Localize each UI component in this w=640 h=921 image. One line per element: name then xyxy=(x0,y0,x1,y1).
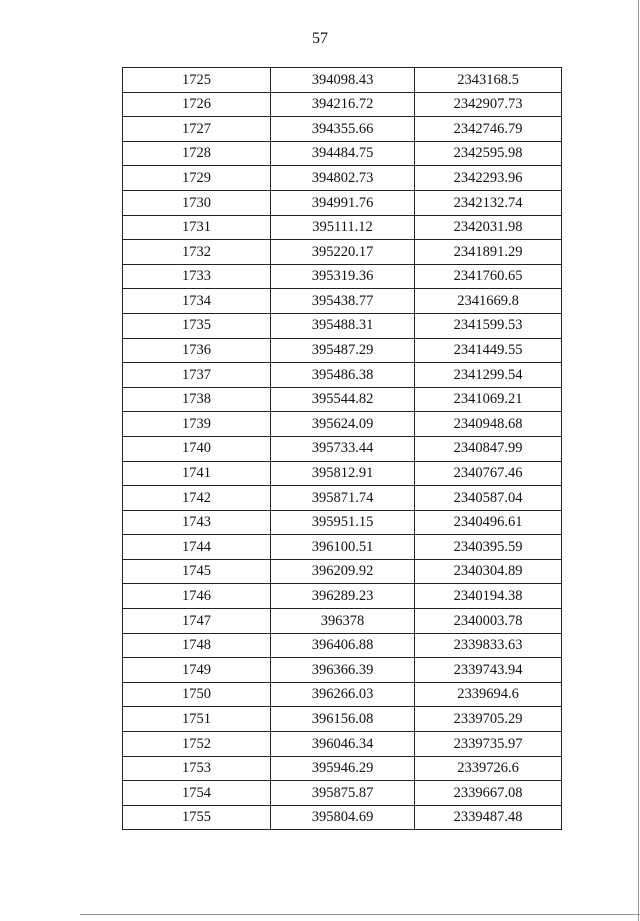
x-coordinate-cell: 396100.51 xyxy=(271,535,415,560)
table-row xyxy=(123,289,562,314)
table-row xyxy=(123,584,562,609)
point-number-cell: 1739 xyxy=(123,412,271,437)
point-number-cell: 1752 xyxy=(123,732,271,757)
table-row xyxy=(123,486,562,511)
point-number-cell: 1727 xyxy=(123,117,271,142)
x-coordinate-cell: 395438.77 xyxy=(271,289,415,314)
y-coordinate-cell: 2340395.59 xyxy=(415,535,562,560)
table-row xyxy=(123,781,562,806)
x-coordinate-cell: 395875.87 xyxy=(271,781,415,806)
table-row xyxy=(123,535,562,560)
coordinates-table-body xyxy=(123,68,562,830)
table-row xyxy=(123,264,562,289)
x-coordinate-cell: 394484.75 xyxy=(271,141,415,166)
y-coordinate-cell: 2341299.54 xyxy=(415,363,562,388)
y-coordinate-cell: 2342031.98 xyxy=(415,215,562,240)
y-coordinate-cell: 2340003.78 xyxy=(415,609,562,634)
table-row xyxy=(123,166,562,191)
x-coordinate-cell: 395486.38 xyxy=(271,363,415,388)
point-number-cell: 1749 xyxy=(123,658,271,683)
y-coordinate-cell: 2340304.89 xyxy=(415,559,562,584)
y-coordinate-cell: 2340587.04 xyxy=(415,486,562,511)
x-coordinate-cell: 395319.36 xyxy=(271,264,415,289)
table-row xyxy=(123,412,562,437)
point-number-cell: 1741 xyxy=(123,461,271,486)
y-coordinate-cell: 2341669.8 xyxy=(415,289,562,314)
y-coordinate-cell: 2339743.94 xyxy=(415,658,562,683)
table-row xyxy=(123,363,562,388)
y-coordinate-cell: 2339833.63 xyxy=(415,633,562,658)
point-number-cell: 1732 xyxy=(123,240,271,265)
y-coordinate-cell: 2341760.65 xyxy=(415,264,562,289)
point-number-cell: 1728 xyxy=(123,141,271,166)
table-row xyxy=(123,559,562,584)
point-number-cell: 1726 xyxy=(123,92,271,117)
x-coordinate-cell: 395946.29 xyxy=(271,756,415,781)
x-coordinate-cell: 395951.15 xyxy=(271,510,415,535)
point-number-cell: 1742 xyxy=(123,486,271,511)
y-coordinate-cell: 2339694.6 xyxy=(415,682,562,707)
y-coordinate-cell: 2343168.5 xyxy=(415,68,562,93)
point-number-cell: 1737 xyxy=(123,363,271,388)
scan-edge-right xyxy=(638,0,639,921)
x-coordinate-cell: 396046.34 xyxy=(271,732,415,757)
table-row xyxy=(123,92,562,117)
x-coordinate-cell: 396289.23 xyxy=(271,584,415,609)
point-number-cell: 1754 xyxy=(123,781,271,806)
x-coordinate-cell: 394216.72 xyxy=(271,92,415,117)
y-coordinate-cell: 2342595.98 xyxy=(415,141,562,166)
point-number-cell: 1751 xyxy=(123,707,271,732)
y-coordinate-cell: 2340496.61 xyxy=(415,510,562,535)
x-coordinate-cell: 395804.69 xyxy=(271,805,415,830)
x-coordinate-cell: 394991.76 xyxy=(271,190,415,215)
x-coordinate-cell: 395487.29 xyxy=(271,338,415,363)
point-number-cell: 1736 xyxy=(123,338,271,363)
y-coordinate-cell: 2342907.73 xyxy=(415,92,562,117)
point-number-cell: 1748 xyxy=(123,633,271,658)
x-coordinate-cell: 396266.03 xyxy=(271,682,415,707)
table-row xyxy=(123,756,562,781)
table-row xyxy=(123,732,562,757)
point-number-cell: 1733 xyxy=(123,264,271,289)
table-row xyxy=(123,338,562,363)
x-coordinate-cell: 395871.74 xyxy=(271,486,415,511)
y-coordinate-cell: 2342746.79 xyxy=(415,117,562,142)
point-number-cell: 1735 xyxy=(123,313,271,338)
y-coordinate-cell: 2340194.38 xyxy=(415,584,562,609)
y-coordinate-cell: 2341891.29 xyxy=(415,240,562,265)
x-coordinate-cell: 395624.09 xyxy=(271,412,415,437)
table-row xyxy=(123,510,562,535)
x-coordinate-cell: 394802.73 xyxy=(271,166,415,191)
point-number-cell: 1725 xyxy=(123,68,271,93)
y-coordinate-cell: 2339705.29 xyxy=(415,707,562,732)
scan-edge-bottom xyxy=(80,914,640,915)
point-number-cell: 1730 xyxy=(123,190,271,215)
table-row xyxy=(123,682,562,707)
table-row xyxy=(123,190,562,215)
table-row xyxy=(123,609,562,634)
x-coordinate-cell: 396406.88 xyxy=(271,633,415,658)
x-coordinate-cell: 396156.08 xyxy=(271,707,415,732)
x-coordinate-cell: 395220.17 xyxy=(271,240,415,265)
x-coordinate-cell: 395544.82 xyxy=(271,387,415,412)
point-number-cell: 1746 xyxy=(123,584,271,609)
y-coordinate-cell: 2339487.48 xyxy=(415,805,562,830)
coordinates-table xyxy=(122,67,562,830)
y-coordinate-cell: 2339667.08 xyxy=(415,781,562,806)
y-coordinate-cell: 2342293.96 xyxy=(415,166,562,191)
table-row xyxy=(123,387,562,412)
y-coordinate-cell: 2341449.55 xyxy=(415,338,562,363)
x-coordinate-cell: 396366.39 xyxy=(271,658,415,683)
point-number-cell: 1753 xyxy=(123,756,271,781)
table-row xyxy=(123,461,562,486)
point-number-cell: 1755 xyxy=(123,805,271,830)
y-coordinate-cell: 2339735.97 xyxy=(415,732,562,757)
table-row xyxy=(123,68,562,93)
table-row xyxy=(123,633,562,658)
table-row xyxy=(123,436,562,461)
y-coordinate-cell: 2341599.53 xyxy=(415,313,562,338)
point-number-cell: 1738 xyxy=(123,387,271,412)
table-row xyxy=(123,805,562,830)
x-coordinate-cell: 396209.92 xyxy=(271,559,415,584)
point-number-cell: 1745 xyxy=(123,559,271,584)
x-coordinate-cell: 395488.31 xyxy=(271,313,415,338)
point-number-cell: 1740 xyxy=(123,436,271,461)
page-number: 57 xyxy=(312,30,328,47)
y-coordinate-cell: 2342132.74 xyxy=(415,190,562,215)
table-row xyxy=(123,141,562,166)
x-coordinate-cell: 395812.91 xyxy=(271,461,415,486)
point-number-cell: 1743 xyxy=(123,510,271,535)
table-row xyxy=(123,658,562,683)
point-number-cell: 1731 xyxy=(123,215,271,240)
y-coordinate-cell: 2341069.21 xyxy=(415,387,562,412)
table-row xyxy=(123,240,562,265)
x-coordinate-cell: 395733.44 xyxy=(271,436,415,461)
table-row xyxy=(123,117,562,142)
y-coordinate-cell: 2339726.6 xyxy=(415,756,562,781)
table-row xyxy=(123,313,562,338)
x-coordinate-cell: 395111.12 xyxy=(271,215,415,240)
point-number-cell: 1747 xyxy=(123,609,271,634)
y-coordinate-cell: 2340767.46 xyxy=(415,461,562,486)
table-row xyxy=(123,707,562,732)
point-number-cell: 1744 xyxy=(123,535,271,560)
point-number-cell: 1734 xyxy=(123,289,271,314)
table-row xyxy=(123,215,562,240)
x-coordinate-cell: 394098.43 xyxy=(271,68,415,93)
point-number-cell: 1750 xyxy=(123,682,271,707)
y-coordinate-cell: 2340948.68 xyxy=(415,412,562,437)
y-coordinate-cell: 2340847.99 xyxy=(415,436,562,461)
x-coordinate-cell: 396378 xyxy=(271,609,415,634)
point-number-cell: 1729 xyxy=(123,166,271,191)
x-coordinate-cell: 394355.66 xyxy=(271,117,415,142)
